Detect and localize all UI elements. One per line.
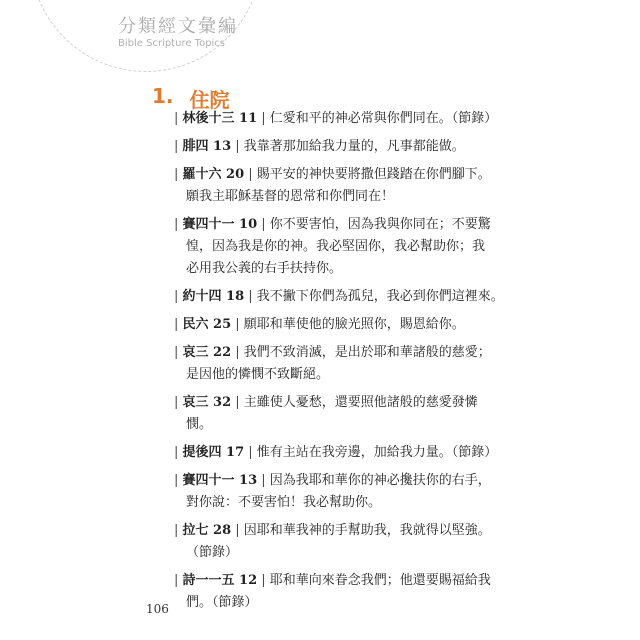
- verse-reference: 賽四十一 13: [182, 473, 258, 488]
- divider-bar: |: [244, 167, 257, 182]
- divider-bar: |: [174, 139, 183, 154]
- divider-bar: |: [174, 111, 183, 126]
- divider-bar: |: [174, 345, 183, 360]
- verse-text: 惟有主站在我旁邊，加給我力量。（節錄）: [256, 445, 498, 460]
- divider-bar: |: [257, 111, 270, 126]
- verse-reference: 提後四 17: [182, 445, 245, 460]
- verse-text: 主雖使人憂愁，還要照他諸般的慈愛發憐: [243, 395, 478, 410]
- divider-bar: |: [244, 445, 257, 460]
- verse-list: [174, 108, 510, 620]
- verse-reference: 哀三 22: [182, 345, 232, 360]
- verse-first-line: [174, 164, 510, 186]
- verse-first-line: [174, 214, 510, 236]
- divider-bar: |: [231, 523, 244, 538]
- verse-first-line: [174, 136, 510, 158]
- verse-reference: 拉七 28: [182, 523, 232, 538]
- verse-first-line: [174, 442, 510, 464]
- verse-text: 賜平安的神快要將撒但踐踏在你們腳下。: [256, 167, 491, 182]
- verse-reference: 羅十六 20: [182, 167, 245, 182]
- divider-bar: |: [174, 289, 183, 304]
- verse-continuation: 是因他的憐憫不致斷絕。: [186, 367, 330, 382]
- divider-bar: |: [257, 217, 270, 232]
- divider-bar: |: [231, 139, 244, 154]
- verse-first-line: [174, 286, 510, 308]
- verse-text: 我不撇下你們為孤兒，我必到你們這裡來。: [256, 289, 504, 304]
- verse-reference: 賽四十一 10: [182, 217, 258, 232]
- divider-bar: |: [174, 573, 183, 588]
- running-header: [118, 16, 238, 50]
- header-title: 分類經文彙編: [118, 16, 238, 37]
- verse-text: 仁愛和平的神必常與你們同在。（節錄）: [269, 111, 498, 126]
- verse-text: 耶和華向來眷念我們；他還要賜福給我: [269, 573, 491, 588]
- section-title: 住院: [189, 88, 230, 112]
- verse-entry: [174, 342, 510, 386]
- verse-text: 我們不致消滅，是出於耶和華諸般的慈愛；: [243, 345, 491, 360]
- verse-entry: [174, 314, 510, 336]
- verse-text: 因耶和華我神的手幫助我，我就得以堅強。: [243, 523, 491, 538]
- verse-text: 願耶和華使他的臉光照你，賜恩給你。: [243, 317, 465, 332]
- verse-entry: [174, 214, 510, 280]
- divider-bar: |: [174, 523, 183, 538]
- divider-bar: |: [174, 217, 183, 232]
- verse-entry: [174, 286, 510, 308]
- verse-first-line: [174, 392, 510, 414]
- verse-continuation: 憫。: [186, 417, 213, 432]
- verse-text: 因為我耶和華你的神必攙扶你的右手，: [269, 473, 491, 488]
- verse-continuation: 惶，因為我是你的神。我必堅固你，我必幫助你；我: [186, 239, 486, 254]
- verse-first-line: [174, 570, 510, 592]
- divider-bar: |: [174, 317, 183, 332]
- verse-first-line: [174, 108, 510, 130]
- verse-continuation: 們。（節錄）: [186, 595, 258, 610]
- verse-continuation: 願我主耶穌基督的恩常和你們同在！: [186, 189, 395, 204]
- verse-reference: 腓四 13: [182, 139, 232, 154]
- divider-bar: |: [257, 573, 270, 588]
- verse-first-line: [174, 520, 510, 542]
- divider-bar: |: [231, 395, 244, 410]
- verse-entry: [174, 442, 510, 464]
- divider-bar: |: [257, 473, 270, 488]
- verse-entry: [174, 570, 510, 614]
- verse-text: 我靠著那加給我力量的，凡事都能做。: [243, 139, 465, 154]
- verse-continuation: （節錄）: [186, 545, 239, 560]
- verse-entry: [174, 520, 510, 564]
- divider-bar: |: [174, 395, 183, 410]
- verse-entry: [174, 164, 510, 208]
- verse-first-line: [174, 470, 510, 492]
- verse-continuation: 必用我公義的右手扶持你。: [186, 261, 343, 276]
- divider-bar: |: [174, 167, 183, 182]
- verse-entry: [174, 470, 510, 514]
- page-number: 106: [146, 602, 169, 616]
- verse-first-line: [174, 314, 510, 336]
- header-subtitle: Bible Scripture Topics: [118, 38, 226, 49]
- verse-entry: [174, 392, 510, 436]
- verse-entry: [174, 108, 510, 130]
- verse-first-line: [174, 342, 510, 364]
- divider-bar: |: [231, 345, 244, 360]
- section-number: 1.: [152, 84, 174, 108]
- verse-reference: 哀三 32: [182, 395, 232, 410]
- divider-bar: |: [231, 317, 244, 332]
- verse-continuation: 對你說：不要害怕！我必幫助你。: [186, 495, 382, 510]
- divider-bar: |: [244, 289, 257, 304]
- verse-reference: 民六 25: [182, 317, 232, 332]
- verse-reference: 詩一一五 12: [182, 573, 258, 588]
- verse-text: 你不要害怕，因為我與你同在；不要驚: [269, 217, 491, 232]
- verse-entry: [174, 136, 510, 158]
- verse-reference: 林後十三 11: [182, 111, 258, 126]
- verse-reference: 約十四 18: [182, 289, 245, 304]
- divider-bar: |: [174, 445, 183, 460]
- divider-bar: |: [174, 473, 183, 488]
